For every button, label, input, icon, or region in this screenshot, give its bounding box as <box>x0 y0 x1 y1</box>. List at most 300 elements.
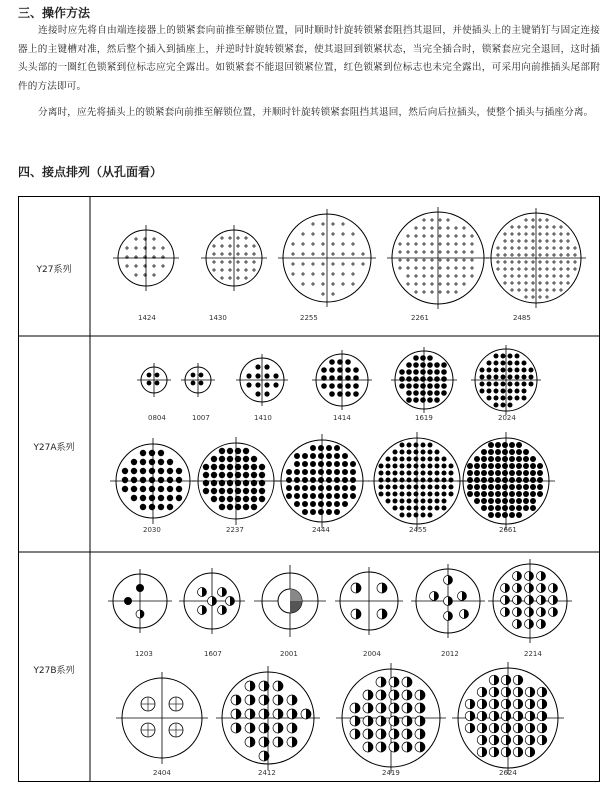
contact-socket <box>342 501 348 507</box>
contact-socket <box>251 456 257 462</box>
contact-socket <box>381 742 386 752</box>
contact-socket <box>278 723 283 733</box>
contact-socket <box>487 382 492 387</box>
contact-socket <box>176 486 182 492</box>
contact-socket <box>158 486 164 492</box>
contact-socket <box>264 373 269 378</box>
contact-socket <box>488 456 494 462</box>
contact-socket <box>442 506 447 511</box>
contact-socket <box>355 729 360 739</box>
contact-socket <box>501 368 506 373</box>
contact-socket <box>518 723 523 733</box>
contact-socket <box>246 382 251 387</box>
contact-socket <box>518 675 523 685</box>
contact-socket <box>290 601 302 613</box>
contact-socket <box>406 383 412 389</box>
contact-socket <box>167 495 173 501</box>
contact-socket <box>494 354 499 359</box>
contact-socket <box>273 373 278 378</box>
contact-socket <box>345 383 351 389</box>
contact-socket <box>310 485 316 491</box>
series-label-y27: Y27系列 <box>36 265 72 275</box>
contact-socket <box>487 375 492 380</box>
contact-socket <box>318 445 324 451</box>
contact-socket <box>342 453 348 459</box>
contact-socket <box>522 368 527 373</box>
contact-socket <box>399 376 405 382</box>
contact-socket <box>449 478 454 483</box>
contact-socket <box>235 488 241 494</box>
contact-socket <box>427 383 433 389</box>
contact-socket <box>394 742 399 752</box>
contact-socket <box>140 477 146 483</box>
contact-socket <box>302 509 308 515</box>
code-label: 2485 <box>513 314 531 322</box>
code-label: 1607 <box>204 650 222 658</box>
contact-socket <box>517 608 522 617</box>
contact-socket <box>212 597 217 606</box>
contact-socket <box>334 509 340 515</box>
contact-socket <box>435 457 440 462</box>
contact-socket <box>470 723 475 733</box>
contact-socket <box>480 368 485 373</box>
contact-socket <box>474 456 480 462</box>
contact-socket <box>428 506 433 511</box>
contact-socket <box>236 709 241 719</box>
contact-socket <box>406 369 412 375</box>
code-label: 1007 <box>192 414 210 422</box>
contact-socket <box>516 477 522 483</box>
contact-socket <box>149 504 155 510</box>
contact-socket <box>124 597 132 605</box>
contact-socket <box>495 512 501 518</box>
contact-socket <box>523 491 529 497</box>
contact-socket <box>219 504 225 510</box>
contact-socket <box>334 501 340 507</box>
contact-socket <box>537 477 543 483</box>
contact-socket <box>250 737 255 747</box>
contact-socket <box>356 583 361 593</box>
contact-socket <box>515 396 520 401</box>
contact-socket <box>399 369 405 375</box>
contact-socket <box>278 681 283 691</box>
contact-socket <box>368 742 373 752</box>
code-label: 2255 <box>300 314 318 322</box>
contact-socket <box>219 488 225 494</box>
contact-socket <box>480 375 485 380</box>
contact-socket <box>420 397 426 403</box>
contact-socket <box>414 443 419 448</box>
code-label: 2261 <box>411 314 429 322</box>
contact-socket <box>495 449 501 455</box>
contact-socket <box>255 373 260 378</box>
contact-socket <box>235 448 241 454</box>
contact-socket <box>502 456 508 462</box>
contact-socket <box>420 716 425 726</box>
contact-socket <box>494 403 499 408</box>
contact-socket <box>140 450 146 456</box>
contact-socket <box>421 513 426 518</box>
contact-socket <box>140 610 144 618</box>
contact-socket <box>381 703 386 713</box>
contact-socket <box>414 506 419 511</box>
operation-paragraph-2 <box>18 104 600 123</box>
contact-socket <box>494 675 499 685</box>
contact-socket <box>509 449 515 455</box>
contact-socket <box>413 390 419 396</box>
contact-socket <box>382 583 387 593</box>
contact-socket <box>518 699 523 709</box>
contact-socket <box>202 588 207 597</box>
code-label: 2624 <box>499 769 517 777</box>
contact-socket <box>481 456 487 462</box>
contact-socket <box>167 459 173 465</box>
contact-socket <box>529 608 534 617</box>
contact-socket <box>407 443 412 448</box>
contact-socket <box>508 396 513 401</box>
contact-socket <box>428 499 433 504</box>
contact-socket <box>449 485 454 490</box>
contact-socket <box>329 383 335 389</box>
contact-socket <box>167 504 173 510</box>
contact-socket <box>505 584 510 593</box>
contact-socket <box>334 461 340 467</box>
contact-socket <box>264 364 269 369</box>
contact-socket <box>310 477 316 483</box>
contact-socket <box>292 723 297 733</box>
contact-socket <box>386 492 391 497</box>
operation-text-2: 分离时，应先将插头上的锁紧套向前推至解锁位置，并顺时针旋转锁紧套阻挡其退回，然后向后拉插头，使整个插头与插座分离。 <box>38 107 594 118</box>
contact-socket <box>506 699 511 709</box>
contact-socket <box>400 485 405 490</box>
contact-socket <box>529 572 534 581</box>
contact-socket <box>310 453 316 459</box>
contact-socket <box>495 498 501 504</box>
contact-socket <box>448 597 453 606</box>
contact-socket <box>292 737 297 747</box>
contact-socket <box>553 584 558 593</box>
contact-socket <box>508 389 513 394</box>
contact-socket <box>355 703 360 713</box>
contact-socket <box>368 690 373 700</box>
contact-socket <box>515 389 520 394</box>
contact-socket <box>413 376 419 382</box>
contact-socket <box>379 471 384 476</box>
contact-socket <box>334 493 340 499</box>
contact-socket <box>480 382 485 387</box>
contact-socket <box>400 492 405 497</box>
contact-socket <box>350 469 356 475</box>
contact-socket <box>219 480 225 486</box>
contact-socket <box>509 456 515 462</box>
contact-socket <box>530 470 536 476</box>
contact-socket <box>334 469 340 475</box>
contact-socket <box>474 498 480 504</box>
code-label: 2024 <box>498 414 516 422</box>
contact-socket <box>487 368 492 373</box>
contact-socket <box>149 486 155 492</box>
contact-socket <box>522 375 527 380</box>
contact-socket <box>158 450 164 456</box>
contact-socket <box>306 709 311 719</box>
contact-socket <box>235 456 241 462</box>
contact-socket <box>294 485 300 491</box>
contact-socket <box>515 354 520 359</box>
contact-socket <box>406 397 412 403</box>
contact-socket <box>149 468 155 474</box>
contact-socket <box>442 478 447 483</box>
contact-socket <box>250 723 255 733</box>
contact-socket <box>427 390 433 396</box>
contact-socket <box>470 699 475 709</box>
code-label: 2404 <box>153 769 171 777</box>
contact-socket <box>407 716 412 726</box>
contact-socket <box>413 397 419 403</box>
contact-socket <box>251 464 257 470</box>
contact-socket <box>407 450 412 455</box>
contact-socket <box>495 477 501 483</box>
contact-socket <box>516 512 522 518</box>
contact-socket <box>147 381 152 386</box>
operation-text-1: 连接时应先将自由端连接器上的锁紧套向前推至解锁位置，同时顺时针旋转锁紧套阻挡其退回，并使插头上的主键销钉与固定连接器上的主键槽对准，然后整个插入到插座上，并逆时针旋转锁紧套，使其退回到锁紧状态，当完全插合时，锁紧套应完全退回，这时插头头部的一圈红色锁紧到位标志应完全露出。如锁紧套不能退回锁紧位置，红色锁紧到位标志也未完全露出，可采用向前推插头尾部附件的方法即可。 <box>18 25 600 92</box>
contact-socket <box>428 492 433 497</box>
contact-socket <box>318 477 324 483</box>
contact-socket <box>211 472 217 478</box>
contact-socket <box>516 463 522 469</box>
contact-socket <box>509 484 515 490</box>
contact-socket <box>427 376 433 382</box>
contact-socket <box>302 501 308 507</box>
contact-socket <box>508 382 513 387</box>
contact-socket <box>421 464 426 469</box>
contact-socket <box>501 396 506 401</box>
contact-socket <box>400 457 405 462</box>
contact-socket <box>428 464 433 469</box>
contact-socket <box>149 495 155 501</box>
contact-socket <box>488 477 494 483</box>
contact-socket <box>421 457 426 462</box>
contact-socket <box>428 450 433 455</box>
contact-socket <box>386 464 391 469</box>
contact-socket <box>292 695 297 705</box>
contact-socket <box>480 389 485 394</box>
contact-socket <box>321 367 327 373</box>
contact-socket <box>467 477 473 483</box>
contact-socket <box>435 450 440 455</box>
contact-socket <box>522 361 527 366</box>
contact-socket <box>530 456 536 462</box>
contact-socket <box>227 480 233 486</box>
contact-socket <box>278 709 283 719</box>
contact-socket <box>553 608 558 617</box>
contact-socket <box>414 471 419 476</box>
contact-socket <box>140 495 146 501</box>
contact-socket <box>294 453 300 459</box>
contact-socket <box>227 464 233 470</box>
contact-socket <box>482 723 487 733</box>
contact-socket <box>400 464 405 469</box>
contact-socket <box>481 505 487 511</box>
contact-socket <box>158 495 164 501</box>
contact-socket <box>176 468 182 474</box>
section-4-heading: 四、接点排列（从孔面看） <box>18 165 163 179</box>
contact-socket <box>518 735 523 745</box>
contact-socket <box>407 513 412 518</box>
contact-socket <box>421 450 426 455</box>
contact-socket <box>495 470 501 476</box>
contact-socket <box>516 456 522 462</box>
contact-socket <box>494 382 499 387</box>
contact-socket <box>381 677 386 687</box>
contact-socket <box>537 491 543 497</box>
contact-socket <box>427 362 433 368</box>
contact-socket <box>488 463 494 469</box>
contact-socket <box>251 488 257 494</box>
contact-socket <box>310 501 316 507</box>
contact-socket <box>428 513 433 518</box>
contact-socket <box>467 470 473 476</box>
contact-socket <box>191 373 196 378</box>
contact-socket <box>494 396 499 401</box>
contact-socket <box>399 383 405 389</box>
contact-socket <box>400 513 405 518</box>
contact-socket <box>442 499 447 504</box>
contact-socket <box>251 472 257 478</box>
contact-socket <box>434 390 440 396</box>
contact-socket <box>435 471 440 476</box>
contact-socket <box>434 383 440 389</box>
contact-socket <box>294 469 300 475</box>
contact-socket <box>529 368 534 373</box>
contact-socket <box>259 488 265 494</box>
contact-socket <box>481 449 487 455</box>
contact-socket <box>542 711 547 721</box>
contact-socket <box>227 472 233 478</box>
contact-socket <box>441 376 447 382</box>
contact-socket <box>155 381 160 386</box>
contact-socket <box>508 368 513 373</box>
contact-socket <box>286 469 292 475</box>
contact-socket <box>502 463 508 469</box>
contact-socket <box>406 362 412 368</box>
contact-socket <box>428 485 433 490</box>
contact-socket <box>502 484 508 490</box>
contact-socket <box>393 464 398 469</box>
contact-socket <box>495 505 501 511</box>
contact-socket <box>414 513 419 518</box>
contact-socket <box>337 359 343 365</box>
contact-socket <box>400 471 405 476</box>
contact-socket <box>537 463 543 469</box>
contact-socket <box>541 596 546 605</box>
contact-socket <box>530 711 535 721</box>
contact-socket <box>481 463 487 469</box>
contact-socket <box>516 470 522 476</box>
contact-socket <box>518 711 523 721</box>
contact-socket <box>318 461 324 467</box>
contact-socket <box>509 491 515 497</box>
contact-socket <box>523 463 529 469</box>
code-label: 2214 <box>524 650 542 658</box>
code-label: 0804 <box>148 414 166 422</box>
contact-socket <box>345 391 351 397</box>
contact-socket <box>407 729 412 739</box>
contact-socket <box>406 390 412 396</box>
contact-socket <box>406 376 412 382</box>
contact-socket <box>407 506 412 511</box>
contact-socket <box>467 491 473 497</box>
code-label: 2444 <box>312 526 330 534</box>
contact-socket <box>428 471 433 476</box>
contact-socket <box>203 472 209 478</box>
contact-socket <box>488 484 494 490</box>
contact-socket <box>219 472 225 478</box>
contact-socket <box>515 382 520 387</box>
contact-socket <box>250 709 255 719</box>
contact-socket <box>227 504 233 510</box>
contact-socket <box>541 620 546 629</box>
contact-socket <box>407 703 412 713</box>
contact-socket <box>167 486 173 492</box>
contact-socket <box>517 572 522 581</box>
contact-socket <box>199 381 204 386</box>
contact-socket <box>413 369 419 375</box>
contact-socket <box>530 735 535 745</box>
contact-socket <box>246 373 251 378</box>
contact-socket <box>337 383 343 389</box>
contact-socket <box>149 459 155 465</box>
contact-socket <box>294 477 300 483</box>
contact-socket <box>400 478 405 483</box>
code-label: 1430 <box>209 314 227 322</box>
contact-socket <box>136 584 144 592</box>
contact-socket <box>329 367 335 373</box>
contact-socket <box>259 464 265 470</box>
contact-socket <box>506 723 511 733</box>
contact-socket <box>530 491 536 497</box>
contact-socket <box>441 390 447 396</box>
contact-socket <box>506 735 511 745</box>
contact-socket <box>337 367 343 373</box>
contact-socket <box>414 485 419 490</box>
contact-socket <box>413 383 419 389</box>
contact-socket <box>414 450 419 455</box>
contact-socket <box>442 492 447 497</box>
contact-socket <box>342 469 348 475</box>
contact-socket <box>235 464 241 470</box>
contact-socket <box>122 486 128 492</box>
contact-socket <box>290 589 302 601</box>
contact-socket <box>494 699 499 709</box>
contact-socket <box>400 443 405 448</box>
contact-socket <box>394 677 399 687</box>
contact-socket <box>502 442 508 448</box>
contact-socket <box>509 470 515 476</box>
contact-socket <box>393 450 398 455</box>
contact-socket <box>413 362 419 368</box>
contact-socket <box>350 461 356 467</box>
contact-socket <box>515 375 520 380</box>
contact-socket <box>211 464 217 470</box>
contact-socket <box>523 449 529 455</box>
contact-socket <box>420 742 425 752</box>
code-label: 2012 <box>441 650 459 658</box>
contact-socket <box>495 484 501 490</box>
contact-socket <box>243 504 249 510</box>
contact-socket <box>345 367 351 373</box>
contact-socket <box>302 493 308 499</box>
contact-socket <box>386 485 391 490</box>
